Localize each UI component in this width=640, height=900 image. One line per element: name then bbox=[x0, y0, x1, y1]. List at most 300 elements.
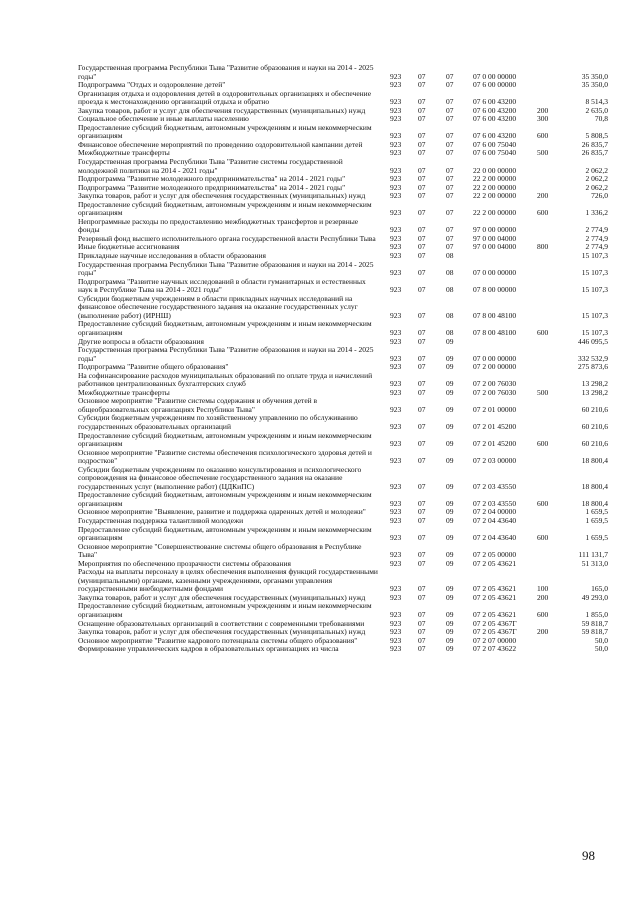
row-rz-code: 07 bbox=[418, 618, 426, 628]
row-name: Подпрограмма "Развитие научных исследований в области гуманитарных и естественных наук в Республике Тыва на 2014 - 2021 годы" bbox=[78, 276, 366, 295]
row-target-article: 07 0 00 00000 bbox=[473, 71, 517, 81]
row-name: Мероприятия по обеспечению прозрачности системы образования bbox=[78, 558, 291, 568]
row-expense-type: 200 bbox=[537, 191, 549, 201]
row-gr-code: 923 bbox=[390, 114, 402, 124]
row-target-article: 07 2 01 45200 bbox=[473, 421, 517, 431]
row-sum: 2 774,9 bbox=[585, 233, 608, 243]
row-rz-code: 07 bbox=[418, 268, 426, 278]
row-expense-type: 200 bbox=[537, 105, 549, 115]
row-rz-code: 07 bbox=[418, 251, 426, 261]
row-pr-code: 09 bbox=[446, 533, 454, 543]
row-pr-code: 09 bbox=[446, 515, 454, 525]
row-gr-code: 923 bbox=[390, 421, 402, 431]
row-gr-code: 923 bbox=[390, 242, 402, 252]
row-sum: 15 107,3 bbox=[581, 310, 608, 320]
row-target-article: 07 6 00 00000 bbox=[473, 80, 517, 90]
row-sum: 2 774,9 bbox=[585, 242, 608, 252]
row-gr-code: 923 bbox=[390, 584, 402, 594]
row-target-article: 97 0 00 04000 bbox=[473, 242, 517, 252]
budget-table bbox=[78, 64, 608, 654]
row-expense-type: 500 bbox=[537, 148, 549, 158]
row-sum: 13 298,2 bbox=[581, 387, 608, 397]
row-name: Другие вопросы в области образования bbox=[78, 336, 204, 346]
row-pr-code: 08 bbox=[446, 310, 454, 320]
row-pr-code: 07 bbox=[446, 242, 454, 252]
row-sum: 60 210,6 bbox=[581, 439, 608, 449]
row-pr-code: 09 bbox=[446, 353, 454, 363]
row-expense-type: 800 bbox=[537, 242, 549, 252]
row-gr-code: 923 bbox=[390, 456, 402, 466]
row-gr-code: 923 bbox=[390, 327, 402, 337]
row-sum: 726,0 bbox=[591, 191, 608, 201]
row-pr-code: 09 bbox=[446, 439, 454, 449]
row-target-article: 07 2 04 43640 bbox=[473, 533, 517, 543]
row-pr-code: 09 bbox=[446, 618, 454, 628]
row-name: Субсидии бюджетным учреждениям в области прикладных научных исследований на финансовое обеспечение государственного задания на оказание государственных услуг (выполнение работ) (ИРНШ) bbox=[78, 293, 358, 320]
row-name: Предоставление субсидий бюджетным, автономным учреждениям и иным некоммерческим организациям bbox=[78, 524, 372, 543]
row-gr-code: 923 bbox=[390, 191, 402, 201]
row-target-article: 07 0 00 00000 bbox=[473, 268, 517, 278]
row-gr-code: 923 bbox=[390, 139, 402, 149]
row-target-article: 07 6 00 43200 bbox=[473, 97, 517, 107]
table-row bbox=[78, 491, 608, 508]
row-pr-code: 09 bbox=[446, 421, 454, 431]
row-name: Финансовое обеспечение мероприятий по проведению оздоровительной кампании детей bbox=[78, 139, 363, 149]
row-sum: 8 514,3 bbox=[585, 97, 608, 107]
row-sum: 35 350,0 bbox=[581, 71, 608, 81]
row-pr-code: 09 bbox=[446, 362, 454, 372]
row-name: Государственная программа Республики Тыва "Развитие системы государственной молодежной политики на 2014 - 2021 годы" bbox=[78, 157, 343, 175]
row-pr-code: 07 bbox=[446, 139, 454, 149]
row-sum: 1 855,0 bbox=[585, 610, 608, 619]
row-rz-code: 07 bbox=[418, 225, 426, 235]
row-gr-code: 923 bbox=[390, 105, 402, 115]
row-gr-code: 923 bbox=[390, 225, 402, 235]
row-gr-code: 923 bbox=[390, 379, 402, 389]
row-name: На софинансирование расходов муниципальных образований по оплате труда и начислений работников централизованных бухгалтерских служб bbox=[78, 370, 373, 389]
row-pr-code: 07 bbox=[446, 233, 454, 243]
row-sum: 5 808,5 bbox=[585, 131, 608, 141]
row-gr-code: 923 bbox=[390, 404, 402, 414]
row-pr-code: 07 bbox=[446, 131, 454, 141]
row-pr-code: 08 bbox=[446, 285, 454, 295]
row-gr-code: 923 bbox=[390, 131, 402, 141]
row-pr-code: 09 bbox=[446, 336, 454, 346]
row-rz-code: 07 bbox=[418, 584, 426, 594]
row-rz-code: 07 bbox=[418, 610, 426, 619]
row-rz-code: 07 bbox=[418, 404, 426, 414]
row-pr-code: 07 bbox=[446, 80, 454, 90]
row-name: Основное мероприятие "Развитие кадрового потенциала системы общего образования" bbox=[78, 635, 358, 645]
row-name: Межбюджетные трансферты bbox=[78, 148, 170, 158]
row-pr-code: 07 bbox=[446, 191, 454, 201]
row-pr-code: 09 bbox=[446, 644, 454, 654]
row-gr-code: 923 bbox=[390, 268, 402, 278]
table-row bbox=[78, 645, 608, 654]
row-expense-type: 200 bbox=[537, 592, 549, 602]
row-expense-type: 600 bbox=[537, 208, 549, 218]
row-name: Резервный фонд высшего исполнительного органа государственной власти Республики Тыва bbox=[78, 233, 376, 243]
row-sum: 1 336,2 bbox=[585, 208, 608, 218]
row-sum: 111 131,7 bbox=[578, 550, 608, 560]
row-pr-code: 09 bbox=[446, 404, 454, 414]
row-rz-code: 07 bbox=[418, 515, 426, 525]
row-name: Основное мероприятие "Совершенствование системы общего образования в Республике Тыва" bbox=[78, 541, 362, 560]
row-name: Основное мероприятие "Развитие системы содержания и обучения детей в общеобразовательных организациях Республики Тыва" bbox=[78, 396, 318, 414]
row-rz-code: 07 bbox=[418, 550, 426, 560]
row-rz-code: 07 bbox=[418, 507, 426, 517]
row-name: Закупка товаров, работ и услуг для обеспечения государственных (муниципальных) нужд bbox=[78, 627, 366, 637]
row-sum: 13 298,2 bbox=[581, 379, 608, 389]
row-pr-code: 09 bbox=[446, 592, 454, 602]
table-row bbox=[78, 602, 608, 619]
row-gr-code: 923 bbox=[390, 353, 402, 363]
row-gr-code: 923 bbox=[390, 233, 402, 243]
table-row bbox=[78, 201, 608, 218]
row-rz-code: 07 bbox=[418, 592, 426, 602]
row-sum: 50,0 bbox=[594, 635, 608, 645]
row-target-article: 07 2 03 43550 bbox=[473, 498, 517, 508]
row-gr-code: 923 bbox=[390, 97, 402, 107]
row-target-article: 07 6 00 43200 bbox=[473, 105, 517, 115]
row-sum: 1 659,5 bbox=[585, 507, 608, 517]
row-rz-code: 07 bbox=[418, 105, 426, 115]
row-name: Предоставление субсидий бюджетным, автономным учреждениям и иным некоммерческим организациям bbox=[78, 122, 372, 141]
row-pr-code: 09 bbox=[446, 387, 454, 397]
row-name: Субсидии бюджетным учреждениям по оказанию консультирования и психологического сопровождения на финансовое обеспечение государственного задания на оказание государственных услуг (выполнение работ) (ЦДКиПС) bbox=[78, 464, 362, 491]
row-rz-code: 07 bbox=[418, 336, 426, 346]
row-target-article: 07 0 00 00000 bbox=[473, 353, 517, 363]
row-expense-type: 600 bbox=[537, 610, 549, 619]
row-rz-code: 07 bbox=[418, 174, 426, 184]
row-gr-code: 923 bbox=[390, 592, 402, 602]
table-row bbox=[78, 278, 608, 295]
row-rz-code: 07 bbox=[418, 208, 426, 218]
row-expense-type: 300 bbox=[537, 114, 549, 124]
row-target-article: 07 2 03 00000 bbox=[473, 456, 517, 466]
row-expense-type: 600 bbox=[537, 439, 549, 449]
table-row bbox=[78, 90, 608, 107]
table-row bbox=[78, 568, 608, 594]
row-name: Субсидии бюджетным учреждениям по хозяйственному управлению по обслуживанию государственных образовательных организаций bbox=[78, 413, 358, 431]
row-pr-code: 09 bbox=[446, 627, 454, 637]
row-name: Расходы на выплаты персоналу в целях обеспечения выполнения функций государственными (муниципальными) органами, казенными учреждениями, органами управления государственными внебюджетными фондами bbox=[78, 567, 378, 594]
row-pr-code: 07 bbox=[446, 71, 454, 81]
row-name: Предоставление субсидий бюджетным, автономным учреждениям и иным некоммерческим организациям bbox=[78, 490, 372, 508]
row-target-article: 07 2 01 00000 bbox=[473, 404, 517, 414]
table-row bbox=[78, 543, 608, 560]
row-pr-code: 09 bbox=[446, 507, 454, 517]
row-target-article: 07 2 05 4367Г bbox=[473, 618, 517, 628]
row-gr-code: 923 bbox=[390, 610, 402, 619]
row-gr-code: 923 bbox=[390, 533, 402, 543]
row-pr-code: 08 bbox=[446, 268, 454, 278]
row-rz-code: 07 bbox=[418, 456, 426, 466]
row-sum: 35 350,0 bbox=[581, 80, 608, 90]
row-target-article: 07 8 00 00000 bbox=[473, 285, 517, 295]
row-name: Предоставление субсидий бюджетным, автономным учреждениям и иным некоммерческим организациям bbox=[78, 319, 372, 337]
row-rz-code: 07 bbox=[418, 131, 426, 141]
row-sum: 59 818,7 bbox=[581, 627, 608, 637]
row-gr-code: 923 bbox=[390, 80, 402, 90]
row-name: Закупка товаров, работ и услуг для обеспечения государственных (муниципальных) нужд bbox=[78, 592, 366, 602]
row-sum: 49 293,0 bbox=[581, 592, 608, 602]
row-pr-code: 07 bbox=[446, 174, 454, 184]
row-rz-code: 07 bbox=[418, 242, 426, 252]
row-expense-type: 100 bbox=[537, 584, 549, 594]
row-name: Основное мероприятие "Развитие системы обеспечения психологического здоровья детей и подростков" bbox=[78, 447, 372, 466]
row-rz-code: 07 bbox=[418, 362, 426, 372]
row-name: Подпрограмма "Отдых и оздоровление детей" bbox=[78, 80, 226, 90]
row-target-article: 07 6 00 75040 bbox=[473, 148, 517, 158]
row-sum: 165,0 bbox=[591, 584, 608, 594]
row-pr-code: 09 bbox=[446, 456, 454, 466]
row-rz-code: 07 bbox=[418, 233, 426, 243]
row-sum: 26 835,7 bbox=[581, 139, 608, 149]
row-gr-code: 923 bbox=[390, 174, 402, 184]
table-row bbox=[78, 64, 608, 81]
row-gr-code: 923 bbox=[390, 498, 402, 508]
row-rz-code: 07 bbox=[418, 97, 426, 107]
table-row bbox=[78, 320, 608, 337]
row-target-article: 07 2 05 43621 bbox=[473, 558, 517, 568]
row-gr-code: 923 bbox=[390, 627, 402, 637]
row-gr-code: 923 bbox=[390, 387, 402, 397]
row-sum: 15 107,3 bbox=[581, 251, 608, 261]
row-rz-code: 07 bbox=[418, 421, 426, 431]
row-expense-type: 600 bbox=[537, 131, 549, 141]
table-row bbox=[78, 397, 608, 414]
row-name: Предоставление субсидий бюджетным, автономным учреждениям и иным некоммерческим организациям bbox=[78, 199, 372, 218]
row-name: Предоставление субсидий бюджетным, автономным учреждениям и иным некоммерческим организациям bbox=[78, 430, 372, 449]
row-pr-code: 07 bbox=[446, 182, 454, 192]
row-name: Подпрограмма "Развитие молодежного предпринимательства" на 2014 - 2021 годы" bbox=[78, 182, 346, 192]
row-sum: 15 107,3 bbox=[581, 268, 608, 278]
row-sum: 15 107,3 bbox=[581, 327, 608, 337]
row-target-article: 07 2 05 43621 bbox=[473, 584, 517, 594]
row-name: Формирование управленческих кадров в образовательных организациях из числа bbox=[78, 644, 339, 654]
row-target-article: 07 6 00 43200 bbox=[473, 114, 517, 124]
row-pr-code: 07 bbox=[446, 225, 454, 235]
row-sum: 60 210,6 bbox=[581, 404, 608, 414]
row-target-article: 07 8 00 48100 bbox=[473, 310, 517, 320]
row-name: Государственная программа Республики Тыва "Развитие образования и науки на 2014 - 2025 годы" bbox=[78, 259, 374, 278]
row-gr-code: 923 bbox=[390, 481, 402, 491]
row-pr-code: 09 bbox=[446, 481, 454, 491]
row-pr-code: 09 bbox=[446, 498, 454, 508]
row-gr-code: 923 bbox=[390, 310, 402, 320]
row-target-article: 07 6 00 43200 bbox=[473, 131, 517, 141]
row-rz-code: 07 bbox=[418, 80, 426, 90]
row-expense-type: 600 bbox=[537, 327, 549, 337]
row-sum: 18 800,4 bbox=[581, 481, 608, 491]
row-gr-code: 923 bbox=[390, 208, 402, 218]
row-target-article: 07 2 00 76030 bbox=[473, 379, 517, 389]
row-expense-type: 600 bbox=[537, 498, 549, 508]
row-rz-code: 07 bbox=[418, 148, 426, 158]
row-pr-code: 07 bbox=[446, 105, 454, 115]
row-rz-code: 07 bbox=[418, 165, 426, 175]
row-pr-code: 09 bbox=[446, 584, 454, 594]
row-sum: 2 635,0 bbox=[585, 105, 608, 115]
row-gr-code: 923 bbox=[390, 439, 402, 449]
row-rz-code: 07 bbox=[418, 387, 426, 397]
row-name: Предоставление субсидий бюджетным, автономным учреждениям и иным некоммерческим организациям bbox=[78, 601, 372, 619]
row-target-article: 97 0 00 00000 bbox=[473, 225, 517, 235]
row-gr-code: 923 bbox=[390, 336, 402, 346]
row-rz-code: 07 bbox=[418, 644, 426, 654]
row-rz-code: 07 bbox=[418, 635, 426, 645]
row-target-article: 07 2 00 76030 bbox=[473, 387, 517, 397]
row-sum: 18 800,4 bbox=[581, 498, 608, 508]
row-pr-code: 09 bbox=[446, 635, 454, 645]
row-gr-code: 923 bbox=[390, 71, 402, 81]
row-target-article: 07 2 03 43550 bbox=[473, 481, 517, 491]
row-gr-code: 923 bbox=[390, 165, 402, 175]
table-row bbox=[78, 449, 608, 466]
row-rz-code: 07 bbox=[418, 285, 426, 295]
row-target-article: 07 2 05 43621 bbox=[473, 592, 517, 602]
row-target-article: 07 2 05 00000 bbox=[473, 550, 517, 560]
row-rz-code: 07 bbox=[418, 558, 426, 568]
row-rz-code: 07 bbox=[418, 533, 426, 543]
row-target-article: 07 6 00 75040 bbox=[473, 139, 517, 149]
row-rz-code: 07 bbox=[418, 627, 426, 637]
row-target-article: 22 2 00 00000 bbox=[473, 182, 517, 192]
row-target-article: 22 0 00 00000 bbox=[473, 165, 517, 175]
row-gr-code: 923 bbox=[390, 558, 402, 568]
row-pr-code: 07 bbox=[446, 165, 454, 175]
row-target-article: 22 2 00 00000 bbox=[473, 174, 517, 184]
row-pr-code: 07 bbox=[446, 148, 454, 158]
row-target-article: 07 2 04 00000 bbox=[473, 507, 517, 517]
row-rz-code: 07 bbox=[418, 71, 426, 81]
table-row bbox=[78, 295, 608, 321]
row-rz-code: 07 bbox=[418, 379, 426, 389]
row-name: Закупка товаров, работ и услуг для обеспечения государственных (муниципальных) нужд bbox=[78, 105, 366, 115]
row-name: Оснащение образовательных организаций в соответствии с современными требованиями bbox=[78, 618, 365, 628]
row-name: Государственная программа Республики Тыва "Развитие образования и науки на 2014 - 2025 годы" bbox=[78, 345, 374, 363]
table-row bbox=[78, 124, 608, 141]
table-row bbox=[78, 414, 608, 431]
row-sum: 50,0 bbox=[594, 644, 608, 654]
row-gr-code: 923 bbox=[390, 515, 402, 525]
row-pr-code: 09 bbox=[446, 550, 454, 560]
table-row bbox=[78, 526, 608, 543]
row-name: Межбюджетные трансферты bbox=[78, 387, 170, 397]
row-pr-code: 09 bbox=[446, 558, 454, 568]
row-name: Непрограммные расходы по предоставлению межбюджетных трансфертов и резервные фонды bbox=[78, 216, 359, 235]
row-sum: 18 800,4 bbox=[581, 456, 608, 466]
row-expense-type: 200 bbox=[537, 627, 549, 637]
row-expense-type: 600 bbox=[537, 533, 549, 543]
row-sum: 1 659,5 bbox=[585, 515, 608, 525]
row-gr-code: 923 bbox=[390, 362, 402, 372]
row-sum: 26 835,7 bbox=[581, 148, 608, 158]
row-name: Основное мероприятие "Выявление, развитие и поддержка одаренных детей и молодежи" bbox=[78, 507, 366, 517]
row-target-article: 07 2 01 45200 bbox=[473, 439, 517, 449]
row-name: Иные бюджетные ассигнования bbox=[78, 242, 180, 252]
row-sum: 2 062,2 bbox=[585, 165, 608, 175]
row-target-article: 07 2 05 43621 bbox=[473, 610, 517, 619]
table-row bbox=[78, 346, 608, 363]
row-rz-code: 07 bbox=[418, 353, 426, 363]
row-sum: 70,8 bbox=[594, 114, 608, 124]
row-rz-code: 07 bbox=[418, 439, 426, 449]
row-rz-code: 07 bbox=[418, 310, 426, 320]
row-gr-code: 923 bbox=[390, 550, 402, 560]
row-target-article: 07 2 04 43640 bbox=[473, 515, 517, 525]
row-target-article: 07 2 05 4367Г bbox=[473, 627, 517, 637]
row-target-article: 07 8 00 48100 bbox=[473, 327, 517, 337]
table-row bbox=[78, 218, 608, 235]
row-target-article: 22 2 00 00000 bbox=[473, 208, 517, 218]
row-pr-code: 09 bbox=[446, 379, 454, 389]
table-row bbox=[78, 158, 608, 175]
row-sum: 446 095,5 bbox=[578, 336, 608, 346]
row-gr-code: 923 bbox=[390, 644, 402, 654]
row-name: Социальное обеспечение и иные выплаты населению bbox=[78, 114, 249, 124]
table-row bbox=[78, 372, 608, 389]
row-sum: 275 873,6 bbox=[578, 362, 608, 372]
table-row bbox=[78, 432, 608, 449]
row-target-article: 22 2 00 00000 bbox=[473, 191, 517, 201]
row-sum: 332 532,9 bbox=[578, 353, 608, 363]
table-row bbox=[78, 466, 608, 492]
row-pr-code: 09 bbox=[446, 610, 454, 619]
row-sum: 51 313,0 bbox=[581, 558, 608, 568]
row-sum: 15 107,3 bbox=[581, 285, 608, 295]
row-target-article: 07 2 07 43622 bbox=[473, 644, 517, 654]
table-row bbox=[78, 261, 608, 278]
row-rz-code: 07 bbox=[418, 182, 426, 192]
row-name: Государственная поддержка талантливой молодежи bbox=[78, 515, 244, 525]
row-pr-code: 07 bbox=[446, 208, 454, 218]
row-sum: 2 062,2 bbox=[585, 174, 608, 184]
page-number: 98 bbox=[582, 848, 595, 863]
row-name: Подпрограмма "Развитие молодежного предпринимательства" на 2014 - 2021 годы" bbox=[78, 174, 346, 184]
row-gr-code: 923 bbox=[390, 285, 402, 295]
row-gr-code: 923 bbox=[390, 182, 402, 192]
row-rz-code: 07 bbox=[418, 139, 426, 149]
row-pr-code: 08 bbox=[446, 327, 454, 337]
row-rz-code: 07 bbox=[418, 114, 426, 124]
row-gr-code: 923 bbox=[390, 618, 402, 628]
row-name: Закупка товаров, работ и услуг для обеспечения государственных (муниципальных) нужд bbox=[78, 191, 366, 201]
row-target-article: 97 0 00 04000 bbox=[473, 233, 517, 243]
row-sum: 1 659,5 bbox=[585, 533, 608, 543]
row-name: Организация отдыха и оздоровления детей в оздоровительных организациях и обеспечение проезда к местонахождению организаций отдыха и обратно bbox=[78, 88, 372, 107]
row-target-article: 07 2 00 00000 bbox=[473, 362, 517, 372]
row-pr-code: 07 bbox=[446, 114, 454, 124]
row-pr-code: 08 bbox=[446, 251, 454, 261]
row-rz-code: 07 bbox=[418, 191, 426, 201]
row-expense-type: 500 bbox=[537, 387, 549, 397]
row-name: Государственная программа Республики Тыва "Развитие образования и науки на 2014 - 2025 годы" bbox=[78, 63, 374, 81]
row-gr-code: 923 bbox=[390, 251, 402, 261]
row-name: Прикладные научные исследования в области образования bbox=[78, 251, 266, 261]
row-rz-code: 07 bbox=[418, 498, 426, 508]
row-gr-code: 923 bbox=[390, 148, 402, 158]
row-sum: 2 774,9 bbox=[585, 225, 608, 235]
row-sum: 60 210,6 bbox=[581, 421, 608, 431]
row-name: Подпрограмма "Развитие общего образования" bbox=[78, 362, 229, 372]
row-gr-code: 923 bbox=[390, 635, 402, 645]
row-pr-code: 07 bbox=[446, 97, 454, 107]
row-sum: 2 062,2 bbox=[585, 182, 608, 192]
row-gr-code: 923 bbox=[390, 507, 402, 517]
row-rz-code: 07 bbox=[418, 327, 426, 337]
